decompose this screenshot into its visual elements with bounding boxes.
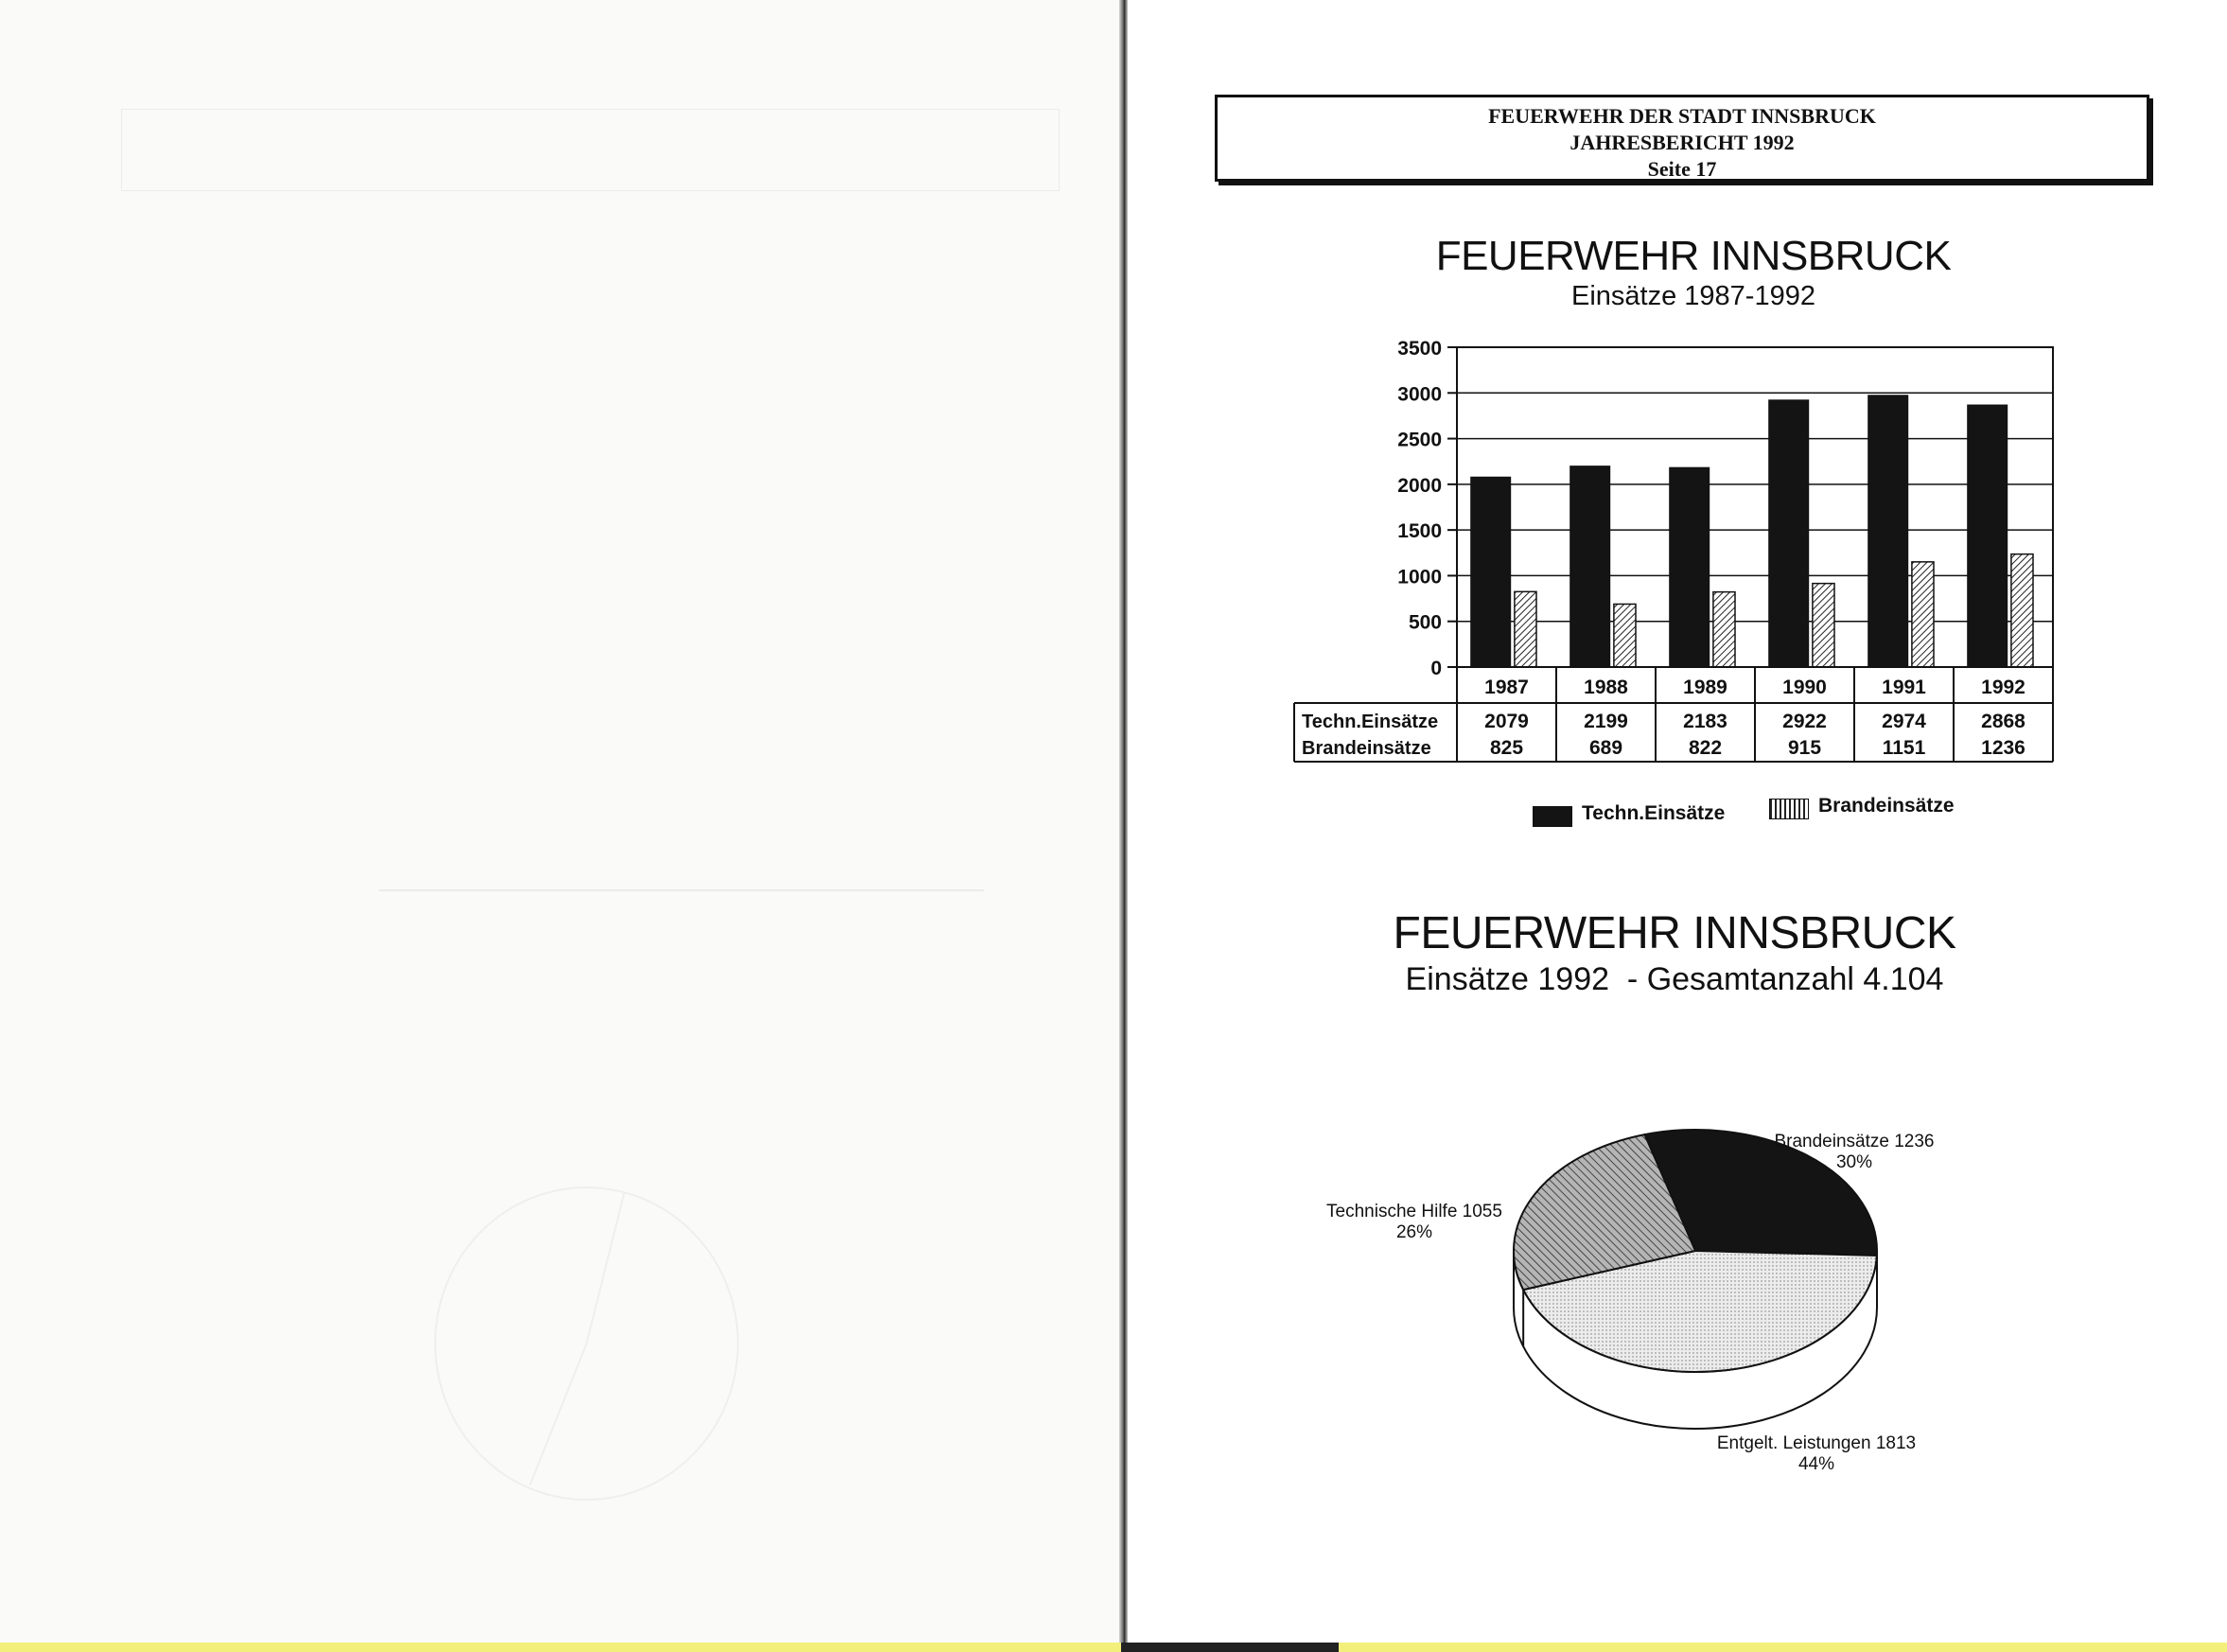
pie-chart-title: FEUERWEHR INNSBRUCK: [1393, 908, 1956, 958]
header-line-2: JAHRESBERICHT 1992: [1569, 131, 1795, 154]
y-tick-label: 2000: [1397, 474, 1442, 497]
y-tick-label: 2500: [1397, 429, 1442, 451]
pie-label-brand-text: Brandeinsätze 1236: [1774, 1132, 1935, 1151]
x-tick-label: 1990: [1782, 677, 1827, 698]
header-line-3: Seite 17: [1647, 157, 1717, 181]
pie-label-technische-text: Technische Hilfe 1055: [1326, 1202, 1502, 1221]
pie-label-technische-percent: 26%: [1395, 1222, 1433, 1242]
x-tick-label: 1991: [1882, 677, 1926, 698]
y-tick-label: 1500: [1397, 520, 1442, 543]
data-label-techn: 2183: [1683, 711, 1727, 732]
data-label-brand: 822: [1688, 737, 1723, 759]
bar-chart-subtitle: Einsätze 1987-1992: [1571, 281, 1815, 311]
data-label-brand: 1236: [1981, 737, 2025, 759]
header-line-1: FEUERWEHR DER STADT INNSBRUCK: [1488, 104, 1876, 128]
row-label-brand: Brandeinsätze: [1302, 738, 1431, 759]
legend-label-techn: Techn.Einsätze: [1582, 802, 1726, 824]
data-label-brand: 825: [1489, 737, 1524, 759]
pie-label-brand: [1731, 1132, 1977, 1173]
legend-label-brand: Brandeinsätze: [1818, 795, 1955, 817]
data-label-techn: 2079: [1484, 711, 1529, 732]
x-tick-label: 1988: [1584, 677, 1628, 698]
y-tick-label: 0: [1430, 658, 1442, 679]
row-label-techn: Techn.Einsätze: [1302, 712, 1439, 732]
pie-label-technische: [1301, 1202, 1528, 1243]
data-label-techn: 2922: [1782, 711, 1827, 732]
data-label-brand: 689: [1588, 737, 1623, 759]
data-label-brand: 915: [1787, 737, 1822, 759]
pie-marks: [1514, 1130, 1877, 1429]
pie-label-brand-percent: 30%: [1835, 1152, 1873, 1172]
pie-label-entgelt: [1665, 1433, 1968, 1475]
x-tick-label: 1989: [1683, 677, 1727, 698]
pie-chart-subtitle: Einsätze 1992 - Gesamtanzahl 4.104: [1405, 961, 1944, 997]
x-tick-label: 1987: [1484, 677, 1529, 698]
y-tick-label: 1000: [1397, 566, 1442, 589]
pie-label-entgelt-text: Entgelt. Leistungen 1813: [1716, 1433, 1917, 1453]
data-label-techn: 2199: [1584, 711, 1628, 732]
bar-chart-title: FEUERWEHR INNSBRUCK: [1435, 233, 1952, 279]
x-tick-label: 1992: [1981, 677, 2025, 698]
data-label-brand: 1151: [1882, 737, 1926, 759]
data-label-techn: 2868: [1981, 711, 2025, 732]
y-tick-label: 3000: [1397, 383, 1442, 406]
y-tick-label: 500: [1408, 611, 1442, 634]
pie-label-entgelt-percent: 44%: [1797, 1454, 1835, 1474]
y-tick-label: 3500: [1397, 338, 1442, 360]
data-label-techn: 2974: [1882, 711, 1926, 732]
